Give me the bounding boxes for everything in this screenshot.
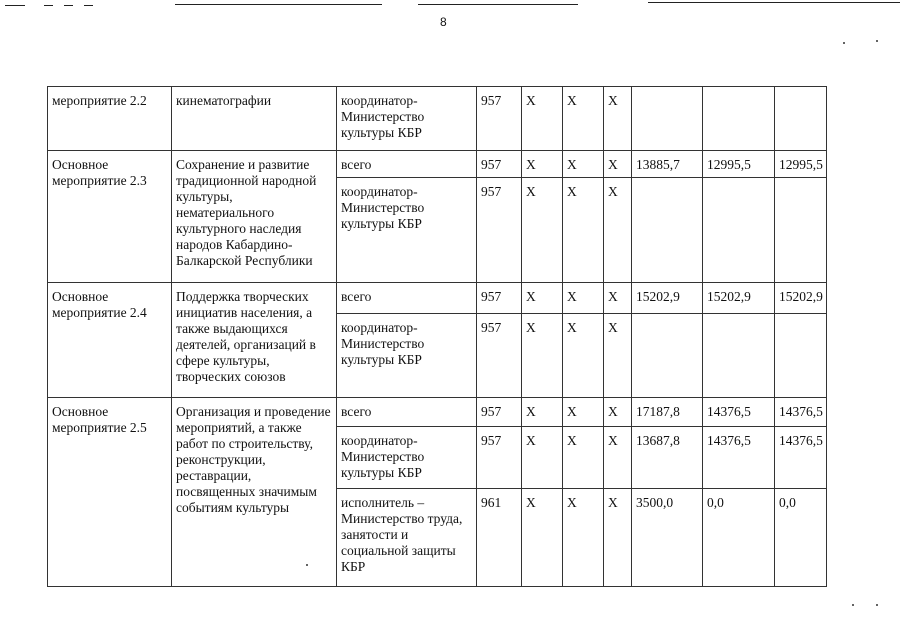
scan-dash [5,5,25,6]
table-cell: Основное мероприятие 2.4 [48,283,172,398]
table-cell: всего [337,398,477,427]
table-cell: X [563,178,604,283]
table-cell: Основное мероприятие 2.5 [48,398,172,587]
table-cell: X [522,489,563,587]
table-cell: 0,0 [775,489,827,587]
table-cell: 957 [477,151,522,178]
scan-line [418,4,578,5]
table-cell: X [522,87,563,151]
table-cell: X [522,314,563,398]
table-cell: X [563,283,604,314]
table-cell: X [522,178,563,283]
table-cell: X [563,151,604,178]
page-number: 8 [440,15,447,29]
table-cell: 17187,8 [632,398,703,427]
table-cell: всего [337,151,477,178]
table-cell [632,178,703,283]
table-cell [703,178,775,283]
table-row [48,283,827,314]
table-cell: X [604,427,632,489]
table-cell: координатор-Министерство культуры КБР [337,87,477,151]
table-cell: Поддержка творческих инициатив населения, а также выдающихся деятелей, организаций в сфере культуры, творческих союзов [172,283,337,398]
scan-speck [843,42,845,44]
table-cell: X [563,427,604,489]
table-cell: 13885,7 [632,151,703,178]
table-cell: X [563,87,604,151]
table-cell: 14376,5 [775,398,827,427]
table-cell: 957 [477,178,522,283]
table-cell: X [522,427,563,489]
table-cell [775,178,827,283]
table-cell: Основное мероприятие 2.3 [48,151,172,283]
table-row [48,398,827,427]
table-cell: Сохранение и развитие традиционной народной культуры, нематериального культурного наследия народов Кабардино-Балкарской Республики [172,151,337,283]
table-cell: X [563,398,604,427]
table-cell: Организация и проведение мероприятий, а также работ по строительству, реконструкции, реставрации, посвященных значимым событиям культуры [172,398,337,587]
scan-speck [876,40,878,42]
scan-line [175,4,382,5]
table-cell: X [604,398,632,427]
table-cell: X [604,314,632,398]
table-cell: 14376,5 [703,398,775,427]
table-cell: X [563,314,604,398]
table-cell: 14376,5 [775,427,827,489]
scan-dash [64,5,73,6]
table-cell: X [604,151,632,178]
table-cell: координатор-Министерство культуры КБР [337,314,477,398]
table-cell [775,314,827,398]
table-cell: X [522,151,563,178]
table-cell: всего [337,283,477,314]
table-cell [632,87,703,151]
table-cell: 957 [477,283,522,314]
table-cell [775,87,827,151]
table-cell: 0,0 [703,489,775,587]
table-cell: исполнитель – Министерство труда, занятости и социальной защиты КБР [337,489,477,587]
table-cell: 13687,8 [632,427,703,489]
table-cell: X [522,283,563,314]
table-cell: 14376,5 [703,427,775,489]
table-cell: 957 [477,398,522,427]
table-cell: 12995,5 [703,151,775,178]
table-cell: 12995,5 [775,151,827,178]
table-cell: мероприятие 2.2 [48,87,172,151]
table-cell: 15202,9 [632,283,703,314]
scan-speck [852,604,854,606]
table-cell [703,87,775,151]
table-cell [632,314,703,398]
table-cell: X [604,489,632,587]
table-cell: X [604,283,632,314]
table-cell: 3500,0 [632,489,703,587]
program-activities-table [47,86,827,587]
table-cell: 15202,9 [775,283,827,314]
table-cell: 957 [477,87,522,151]
table-row [48,87,827,151]
table-cell: кинематографии [172,87,337,151]
table-row [48,151,827,178]
table-cell: X [522,398,563,427]
table-cell: 957 [477,314,522,398]
table-cell: 957 [477,427,522,489]
scan-line [648,2,900,3]
table-cell: координатор-Министерство культуры КБР [337,427,477,489]
scan-dash [44,5,53,6]
scan-dash [84,5,93,6]
table-cell: 961 [477,489,522,587]
table-cell: 15202,9 [703,283,775,314]
table-cell: X [563,489,604,587]
table-cell: X [604,87,632,151]
table-cell: X [604,178,632,283]
scan-speck [876,604,878,606]
table-cell [703,314,775,398]
table-cell: координатор-Министерство культуры КБР [337,178,477,283]
